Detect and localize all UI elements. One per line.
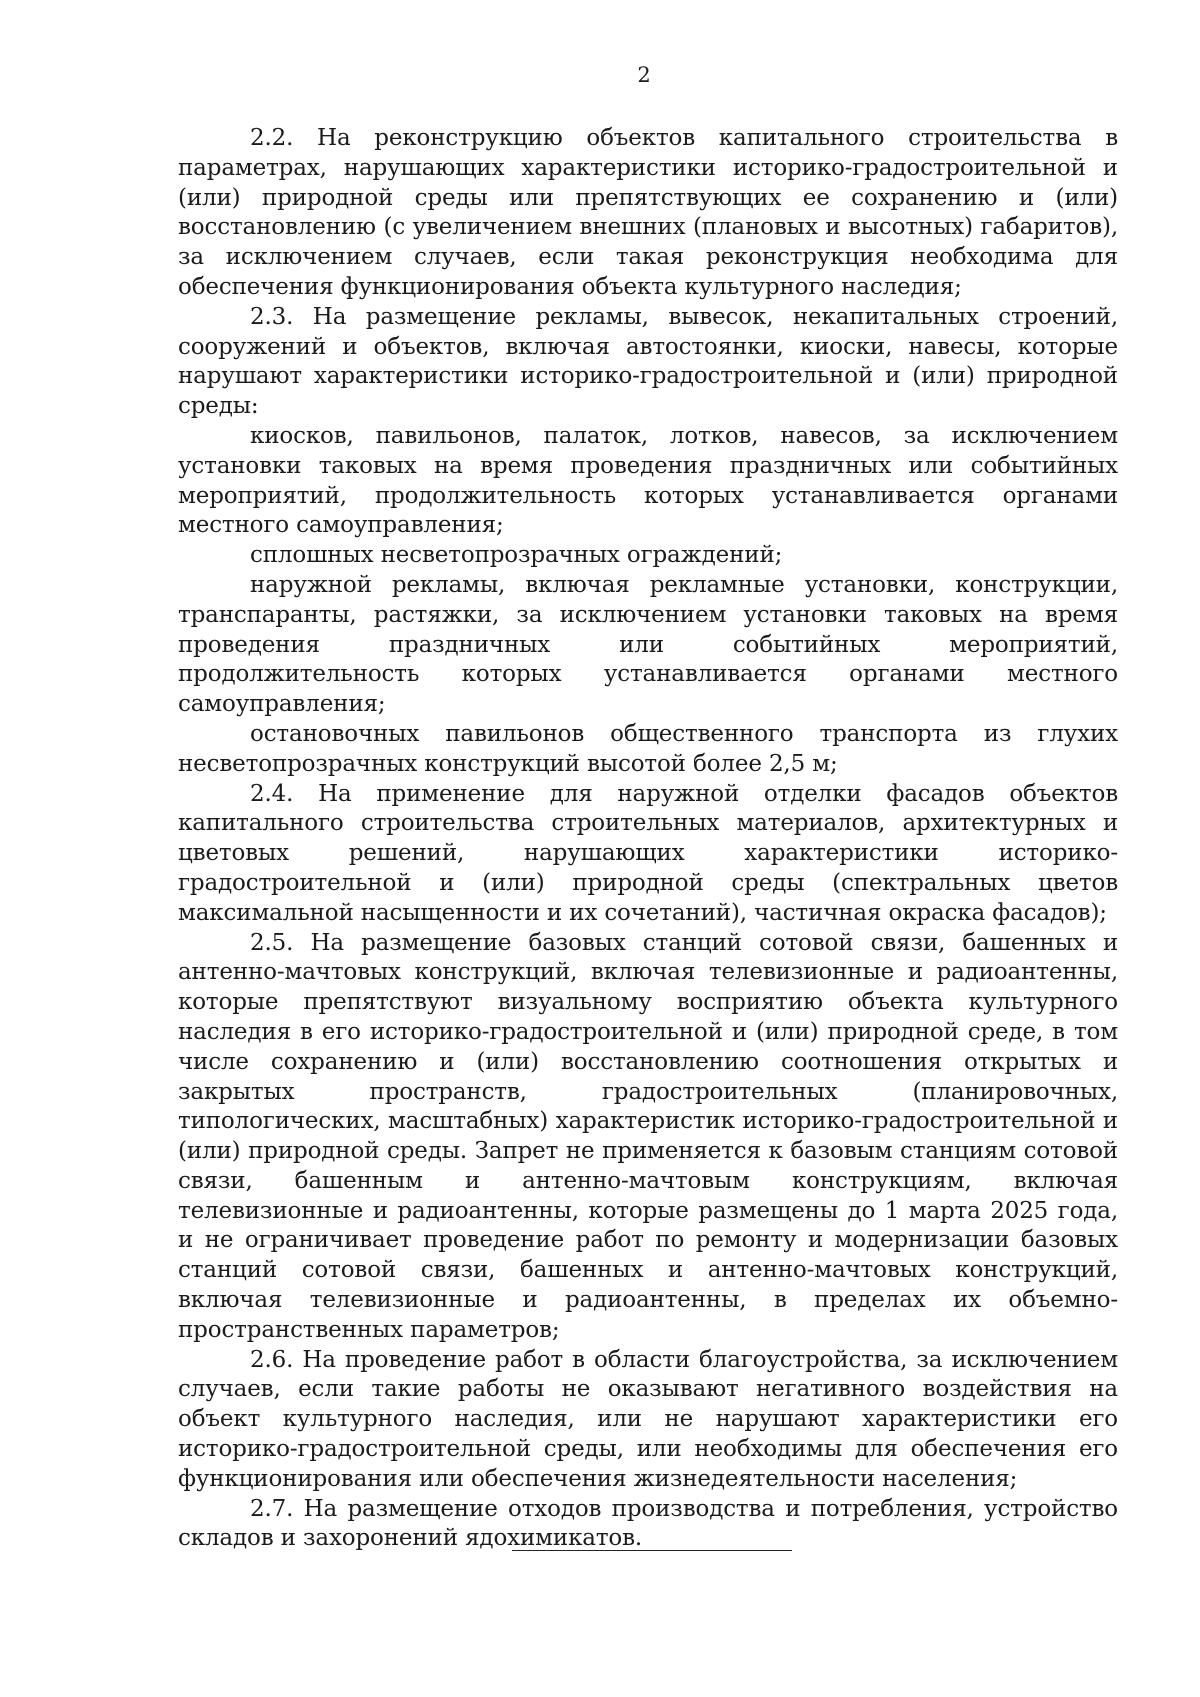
page-number: 2: [637, 63, 651, 87]
paragraph-2-7: 2.7. На размещение отходов производства и потребления, устройство складов и захоронений ядохимикатов.: [178, 1495, 1118, 1552]
paragraph-2-4: 2.4. На применение для наружной отделки фасадов объектов капитального строительства строительных материалов, архитектурных и цветовых решений, нарушающих характеристики историко-градостроительной и (или) природной среды (спектральных цветов максимальной насыщенности и их сочетаний), частичная окраска фасадов);: [178, 780, 1118, 926]
document-body: [178, 124, 1118, 1554]
paragraph-2-6: 2.6. На проведение работ в области благоустройства, за исключением случаев, если такие работы не оказывают негативного воздействия на объект культурного наследия, или не нарушают характеристики его историко-градостроительной среды, или необходимы для обеспечения его функционирования или обеспечения жизнедеятельности населения;: [178, 1346, 1118, 1492]
list-item-bus-stops: остановочных павильонов общественного транспорта из глухих несветопрозрачных конструкций высотой более 2,5 м;: [178, 720, 1118, 777]
paragraph-2-5: 2.5. На размещение базовых станций сотовой связи, башенных и антенно-мачтовых конструкций, включая телевизионные и радиоантенны, которые препятствуют визуальному восприятию объекта культурного наследия в его историко-градостроительной и (или) природной среде, в том числе сохранению и (или) восстановлению соотношения открытых и закрытых пространств, градостроительных (планировочных, типологических, масштабных) характеристик историко-градостроительной и (или) природной среды. Запрет не применяется к базовым станциям сотовой связи, башенным и антенно-мачтовым конструкциям, включая телевизионные и радиоантенны, которые размещены до 1 марта 2025 года, и не ограничивает проведение работ по ремонту и модернизации базовых станций сотовой связи, башенных и антенно-мачтовых конструкций, включая телевизионные и радиоантенны, в пределах их объемно-пространственных параметров;: [178, 929, 1118, 1343]
list-item-outdoor-advertising: наружной рекламы, включая рекламные установки, конструкции, транспаранты, растяжки, за исключением установки таковых на время проведения праздничных или событийных мероприятий, продолжительность которых устанавливается органами местного самоуправления;: [178, 571, 1118, 718]
list-item-fences: сплошных несветопрозрачных ограждений;: [250, 542, 783, 569]
list-item-kiosks: киосков, павильонов, палаток, лотков, навесов, за исключением установки таковых на время проведения праздничных или событийных мероприятий, продолжительность которых устанавливается органами местного самоуправления;: [178, 422, 1118, 539]
paragraph-2-3: 2.3. На размещение рекламы, вывесок, некапитальных строений, сооружений и объектов, включая автостоянки, киоски, навесы, которые нарушают характеристики историко-градостроительной и (или) природной среды:: [178, 303, 1118, 420]
paragraph-2-2: 2.2. На реконструкцию объектов капитального строительства в параметрах, нарушающих характеристики историко-градостроительной и (или) природной среды или препятствующих ее сохранению и (или) восстановлению (с увеличением внешних (плановых и высотных) габаритов), за исключением случаев, если такая реконструкция необходима для обеспечения функционирования объекта культурного наследия;: [178, 125, 1118, 300]
closing-divider-line: [512, 1550, 792, 1551]
